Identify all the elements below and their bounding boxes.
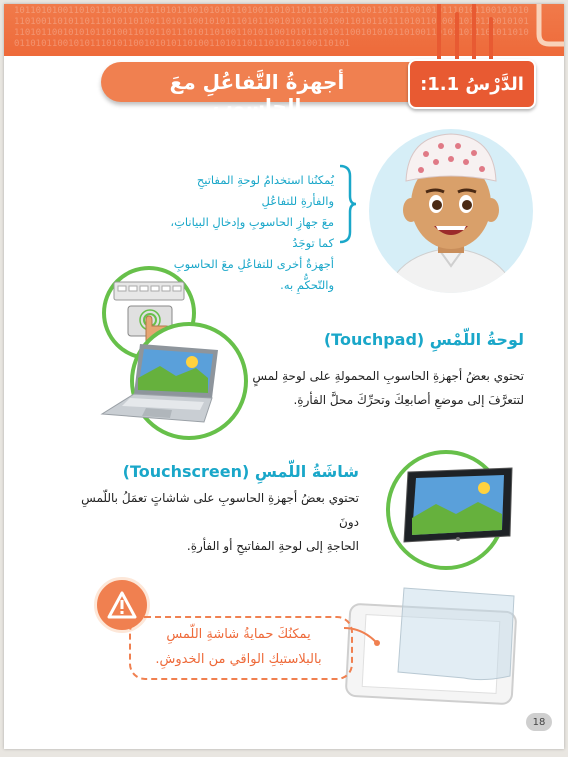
intro-line: يُمكنُنا استخدامُ لوحةِ المفاتيحِ والفأرةِ للتفاعُلِ — [196, 173, 334, 208]
lesson-title: أجهزةُ التَّفاعُلِ معَ الحاسوبِ — [169, 70, 345, 118]
tip-text — [136, 622, 341, 672]
touchpad-heading: لوحةُ اللّمْسِ (Touchpad) — [323, 330, 524, 349]
intro-line: أجهزةٌ أخرى للتفاعُلِ معَ الحاسوبِ والتّحكُّمِ به. — [173, 257, 334, 292]
tip-line: بالبلاستيكِ الواقي من الخدوشِ. — [155, 652, 322, 667]
touchscreen-line: الحاجةِ إلى لوحةِ المفاتيحِ أو الفأرةِ. — [186, 539, 359, 553]
touchscreen-line: تحتوي بعضُ أجهزةِ الحاسوبِ على شاشاتٍ تعمَلُ باللّمسِ دونَ — [81, 491, 359, 529]
touchpad-line: تحتوي بعضُ أجهزةِ الحاسوبِ المحمولةِ على لوحةِ لمسٍ — [252, 369, 524, 383]
touchscreen-description — [59, 486, 359, 558]
tip-line: يمكنُكَ حمايةُ شاشةِ اللّمسِ — [166, 627, 311, 642]
touchpad-description — [224, 364, 524, 412]
textbook-page — [4, 4, 564, 749]
touchpad-line: لتتعرَّفَ إلى موضعِ أصابعِكَ وتحرِّكَ محلَّ الفأرةِ. — [293, 393, 524, 407]
touchscreen-heading: شاشَةُ اللّمسِ (Touchscreen) — [122, 462, 359, 481]
title-decoration — [399, 4, 564, 66]
intro-line: معَ جهازِ الحاسوبِ وإدخالِ البياناتِ، كما توجَدُ — [170, 215, 334, 250]
binary-pattern: 10110101001101011100101011101011001010101101001101011011101011010011010110010101110101100101010110100110101101110101101001101011001010111010110010101011010011010110111010110100110101100101011101011001010101101001101011011101011010011010110010101110101100101010110100110101101110101101001101011001010111010110010101011010011010110111010110100110101 — [14, 6, 529, 49]
lesson-number: الدَّرْسُ 1.1: — [408, 59, 536, 109]
tip-pointer — [342, 622, 382, 652]
curly-brace — [336, 164, 358, 244]
tablet-illustration — [400, 466, 518, 546]
page-number: 18 — [526, 713, 552, 731]
laptop-touchpad-illustration — [100, 340, 228, 430]
boy-avatar — [366, 126, 536, 296]
